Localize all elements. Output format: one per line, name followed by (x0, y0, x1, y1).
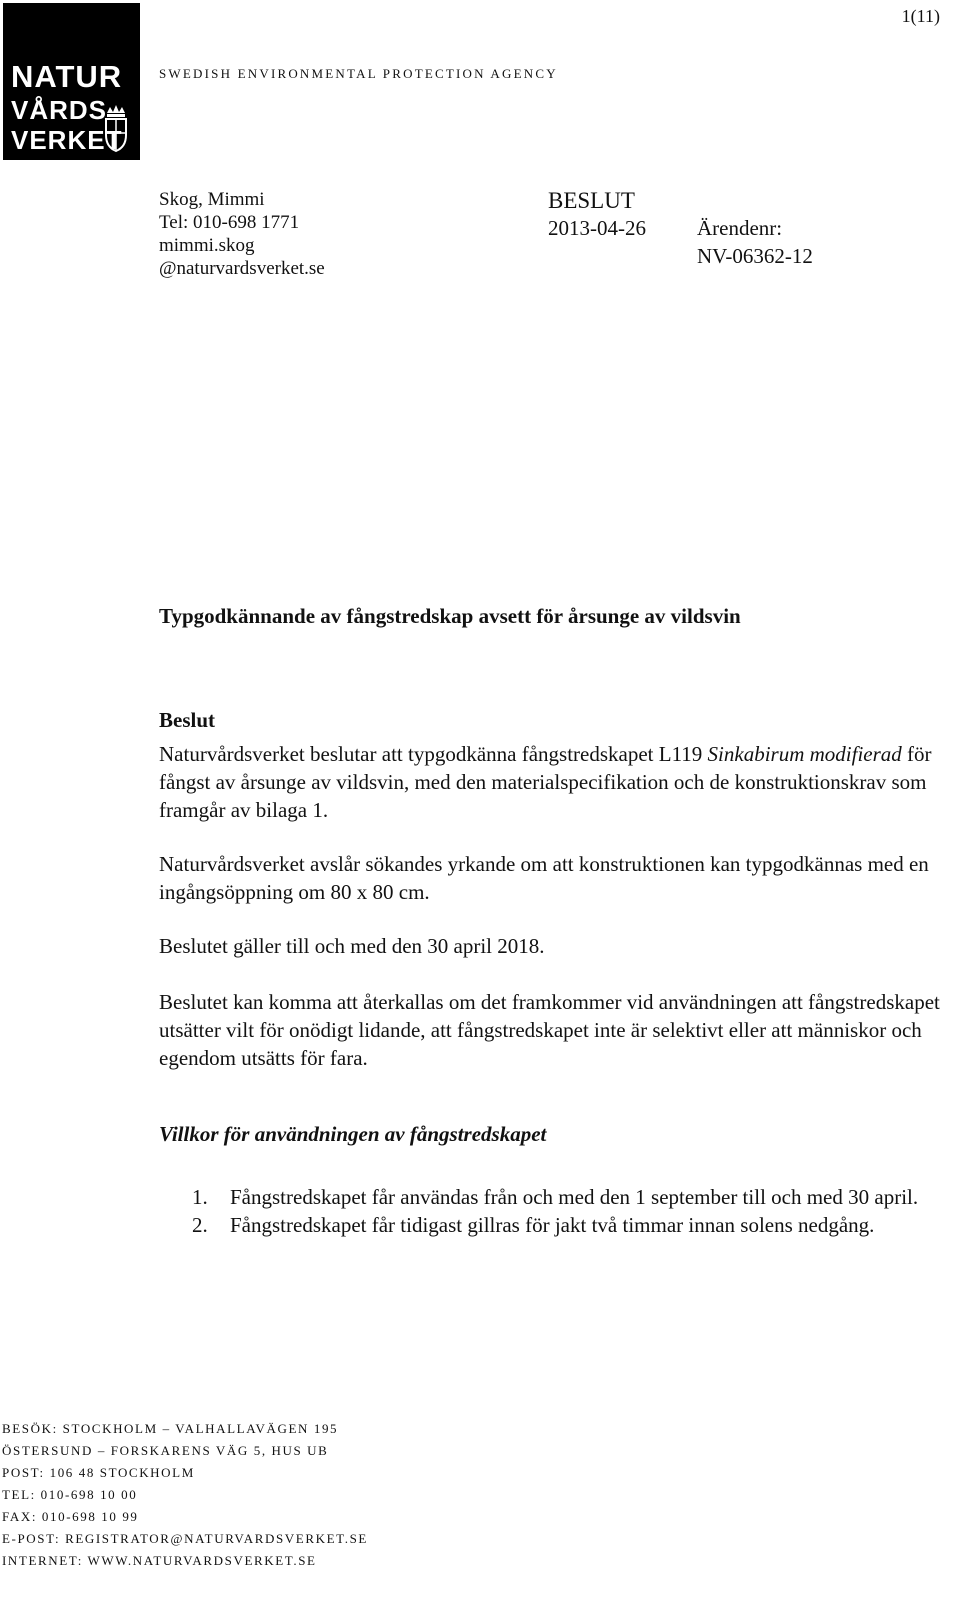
case-number: NV-06362-12 (697, 244, 813, 268)
footer-website: INTERNET: WWW.NATURVARDSVERKET.SE (2, 1553, 317, 1568)
paragraph-decision-part1: Naturvårdsverket beslutar att typgodkänna fångstredskapet L119 (159, 742, 708, 766)
document-title: Typgodkännande av fångstredskap avsett för årsunge av vildsvin (159, 604, 741, 628)
contact-phone: Tel: 010-698 1771 (159, 212, 300, 233)
list-item (159, 1183, 949, 1211)
logo-line-verket: VERKET (11, 125, 123, 155)
contact-name: Skog, Mimmi (159, 189, 265, 210)
agency-logo (3, 3, 140, 160)
page-number: 1(11) (901, 6, 940, 26)
case-number-label: Ärendenr: (697, 216, 783, 240)
list-item-number: 2. (192, 1213, 208, 1237)
paragraph-revocation: Beslutet kan komma att återkallas om det framkommer vid användningen att fångstredskapet utsätter vilt för onödigt lidande, att fångstredskapet inte är selektivt eller att människor och egendom utsätts för fara. (159, 990, 940, 1070)
decision-type: BESLUT (548, 188, 635, 213)
list-item (159, 1211, 949, 1239)
footer-ostersund-address: ÖSTERSUND – FORSKARENS VÄG 5, HUS UB (2, 1443, 329, 1458)
paragraph-rejection: Naturvårdsverket avslår sökandes yrkande om att konstruktionen kan typgodkännas med en ingångsöppning om 80 x 80 cm. (159, 852, 929, 904)
contact-email-line1: mimmi.skog (159, 235, 255, 256)
list-item-number: 1. (192, 1185, 208, 1209)
crown-crest-icon (101, 103, 131, 153)
footer-post-address: POST: 106 48 STOCKHOLM (2, 1465, 195, 1480)
conditions-list (159, 1183, 949, 1239)
decision-date: 2013-04-26 (548, 216, 646, 240)
conditions-heading: Villkor för användningen av fångstredskapet (159, 1122, 547, 1146)
footer-fax: FAX: 010-698 10 99 (2, 1509, 139, 1524)
footer-phone: TEL: 010-698 10 00 (2, 1487, 138, 1502)
list-item-text: Fångstredskapet får användas från och med den 1 september till och med 30 april. (230, 1185, 919, 1209)
paragraph-decision (159, 740, 949, 824)
paragraph-validity: Beslutet gäller till och med den 30 april 2018. (159, 934, 545, 958)
beslut-heading: Beslut (159, 708, 216, 732)
logo-line-vards: VÅRDS (11, 95, 108, 125)
contact-block (159, 188, 325, 280)
logo-line-natur: NATUR (11, 59, 123, 94)
trap-model-name: Sinkabirum modifierad (707, 742, 902, 766)
contact-email-line2: @naturvardsverket.se (159, 258, 325, 279)
paragraph-decision-part2: för fångst av årsunge av vildsvin, med den materialspecifikation och de konstruktionskrav som framgår av bilaga 1. (159, 742, 932, 822)
list-item-text: Fångstredskapet får tidigast gillras för jakt två timmar innan solens nedgång. (230, 1213, 875, 1237)
footer-email: E-POST: REGISTRATOR@NATURVARDSVERKET.SE (2, 1531, 368, 1546)
footer-contact (2, 1418, 368, 1572)
footer-visit-address: BESÖK: STOCKHOLM – VALHALLAVÄGEN 195 (2, 1421, 339, 1436)
agency-name: SWEDISH ENVIRONMENTAL PROTECTION AGENCY (159, 66, 558, 81)
